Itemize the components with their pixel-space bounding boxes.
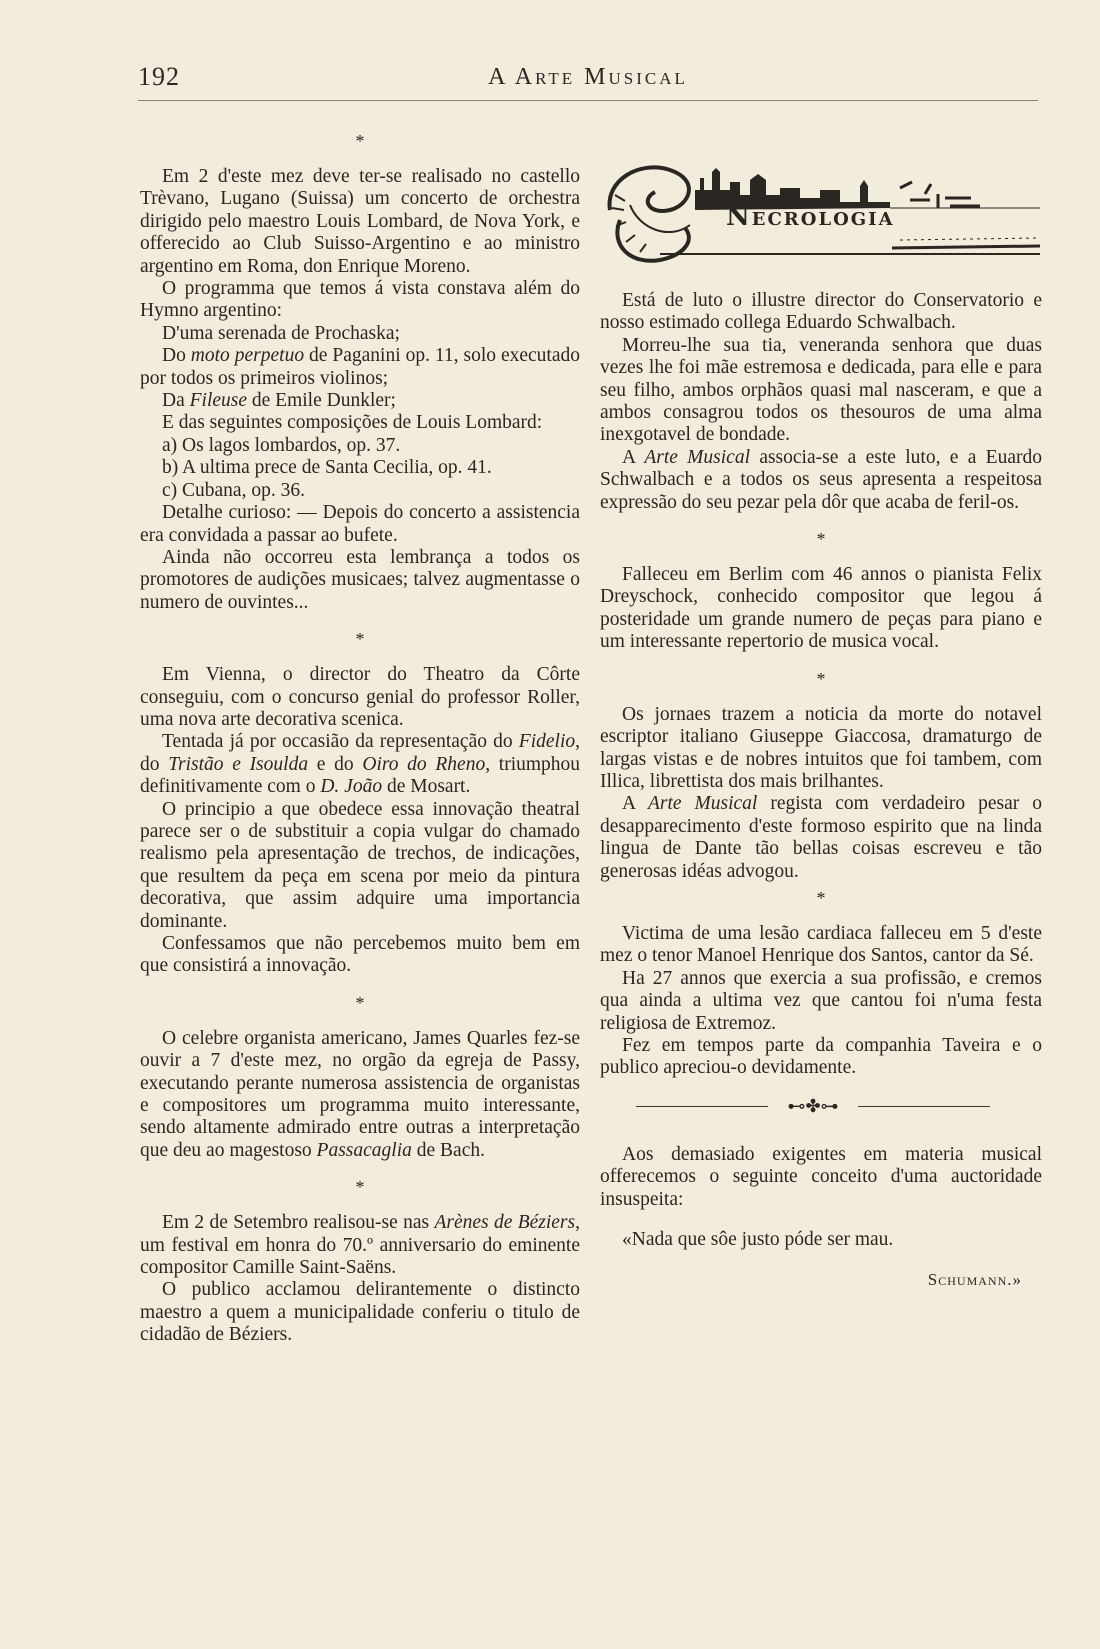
section-star: * bbox=[355, 1177, 365, 1198]
paragraph: O celebre organista americano, James Quarles fez-se ouvir a 7 d'este mez, no orgão da egreja de Passy, executando perante numerosa assistencia de organistas e compositores um programma muito interessante, sendo altamente admirado entre outras a interpretação que deu ao magestoso Passacaglia de Bach. bbox=[140, 1027, 580, 1161]
section-star: * bbox=[355, 629, 365, 650]
section-star: * bbox=[355, 992, 365, 1013]
paragraph: O principio a que obedece essa innovação theatral parece ser o de substituir a copia vulgar do chamado realismo pela apresentação de trechos, de indicações, que resultem da peça em scena por meio da pintura decorativa, que assim adquire uma importancia dominante. bbox=[140, 798, 580, 932]
section-star: * bbox=[355, 131, 365, 151]
paragraph: Morreu-lhe sua tia, veneranda senhora que duas vezes lhe foi mãe estremosa e dedicada, para elle e para seu filho, ambos orphãos quasi mal nasceram, e que a ambos consagrou todos os thesouros de uma alma inexgotavel de bondade. bbox=[600, 334, 1042, 446]
journal-title: A Arte Musical bbox=[488, 64, 688, 90]
obituary-schwalbach bbox=[600, 290, 1042, 514]
paragraph: O publico acclamou delirantemente o distincto maestro a quem a municipalidade conferiu o titulo de cidadão de Béziers. bbox=[140, 1279, 580, 1346]
news-item-lugano-concert bbox=[140, 166, 580, 614]
necrologia-heading: Necrologia bbox=[726, 202, 895, 232]
list-item: b) A ultima prece de Santa Cecilia, op. 41. bbox=[162, 457, 492, 479]
header-rule bbox=[138, 100, 1038, 101]
list-item: c) Cubana, op. 36. bbox=[162, 479, 305, 501]
paragraph: E das seguintes composições de Louis Lombard: bbox=[162, 412, 543, 434]
necrologia-header-illustration bbox=[600, 150, 1042, 290]
obituary-giaccosa bbox=[600, 704, 1042, 883]
paragraph: Tentada já por occasião da representação do Fidelio, do Tristão e Isoulda e do Oiro do Rheno, triumphou definitivamente com o D. João de Mosart. bbox=[140, 731, 581, 798]
news-item-vienna-theatre bbox=[140, 664, 580, 978]
paragraph: Aos demasiado exigentes em materia musical offerecemos o seguinte conceito d'uma auctoridade insuspeita: bbox=[600, 1143, 1042, 1210]
news-item-organist-quarles bbox=[140, 1028, 580, 1162]
paragraph: D'uma serenada de Prochaska; bbox=[162, 322, 400, 344]
left-column bbox=[140, 130, 580, 1347]
paragraph: O programma que temos á vista constava além do Hymno argentino: bbox=[140, 278, 580, 322]
paragraph: Da Fileuse de Emile Dunkler; bbox=[162, 390, 396, 412]
news-item-saint-saens bbox=[140, 1212, 580, 1346]
section-star: * bbox=[816, 668, 826, 689]
section-star: * bbox=[816, 529, 826, 550]
page-number: 192 bbox=[138, 62, 180, 91]
paragraph: Ainda não occorreu esta lembrança a todos os promotores de audições musicaes; talvez augmentasse o numero de ouvintes... bbox=[140, 546, 580, 613]
list-item: a) Os lagos lombardos, op. 37. bbox=[162, 434, 401, 456]
paragraph: A Arte Musical associa-se a este luto, e a Euardo Schwalbach e a todos os seus apresenta a respeitosa expressão do seu pezar pela dôr que acaba de feril-os. bbox=[600, 446, 1042, 513]
right-column bbox=[600, 150, 1042, 1292]
paragraph: A Arte Musical regista com verdadeiro pesar o desapparecimento d'este formoso espirito que na linda lingua de Dante tão bellas coisas escreveu e tão generosas idéas advogou. bbox=[600, 793, 1042, 882]
paragraph: Ha 27 annos que exercia a sua profissão, e cremos qua ainda a ultima vez que cantou foi n'uma festa religiosa de Extremoz. bbox=[600, 967, 1042, 1034]
paragraph: Em 2 de Setembro realisou-se nas Arènes de Béziers, um festival em honra do 70.º anniversario do eminente compositor Camille Saint-Saëns. bbox=[140, 1212, 580, 1279]
signature: Schumann.» bbox=[927, 1270, 1022, 1290]
paragraph: Victima de uma lesão cardiaca falleceu em 5 d'este mez o tenor Manoel Henrique dos Santos, cantor da Sé. bbox=[600, 922, 1042, 967]
running-head bbox=[138, 62, 1038, 102]
closing-quote-section bbox=[600, 1144, 1042, 1292]
paragraph: Confessamos que não percebemos muito bem em que consistirá a innovação. bbox=[140, 933, 580, 977]
paragraph: Do moto perpetuo de Paganini op. 11, solo executado por todos os primeiros violinos; bbox=[140, 345, 581, 389]
paragraph: Os jornaes trazem a noticia da morte do notavel escriptor italiano Giuseppe Giaccosa, dramaturgo de largas vistas e de nobres intuitos que foi tambem, com Illica, librettista dos mais brilhantes. bbox=[600, 703, 1042, 792]
section-star: * bbox=[816, 887, 826, 908]
obituary-santos bbox=[600, 923, 1042, 1080]
quotation: «Nada que sôe justo póde ser mau. bbox=[622, 1229, 894, 1250]
paragraph: Fez em tempos parte da companhia Taveira e o publico apreciou-o devidamente. bbox=[600, 1034, 1042, 1079]
paragraph: Detalhe curioso: — Depois do concerto a assistencia era convidada a passar ao bufete. bbox=[140, 502, 580, 546]
paragraph: Falleceu em Berlim com 46 annos o pianista Felix Dreyschock, conhecido compositor que legou á posteridade um grande numero de peças para piano e um interessante repertorio de musica vocal. bbox=[600, 564, 1042, 653]
fleuron-ornament: ⊷✤⊶ bbox=[787, 1095, 839, 1116]
obituary-dreyschock bbox=[600, 564, 1042, 654]
paragraph: Em 2 d'este mez deve ter-se realisado no castello Trèvano, Lugano (Suissa) um concerto de orchestra dirigido pelo maestro Louis Lombard, de Nova York, e offerecido ao Club Suisso-Argentino e ao ministro argentino em Roma, don Enrique Moreno. bbox=[140, 166, 580, 277]
paragraph: Está de luto o illustre director do Conservatorio e nosso estimado collega Eduardo Schwalbach. bbox=[600, 290, 1042, 334]
paragraph: Em Vienna, o director do Theatro da Côrte conseguiu, com o concurso genial do professor Roller, uma nova arte decorativa scenica. bbox=[140, 664, 580, 730]
ornamental-divider bbox=[600, 1094, 1042, 1120]
